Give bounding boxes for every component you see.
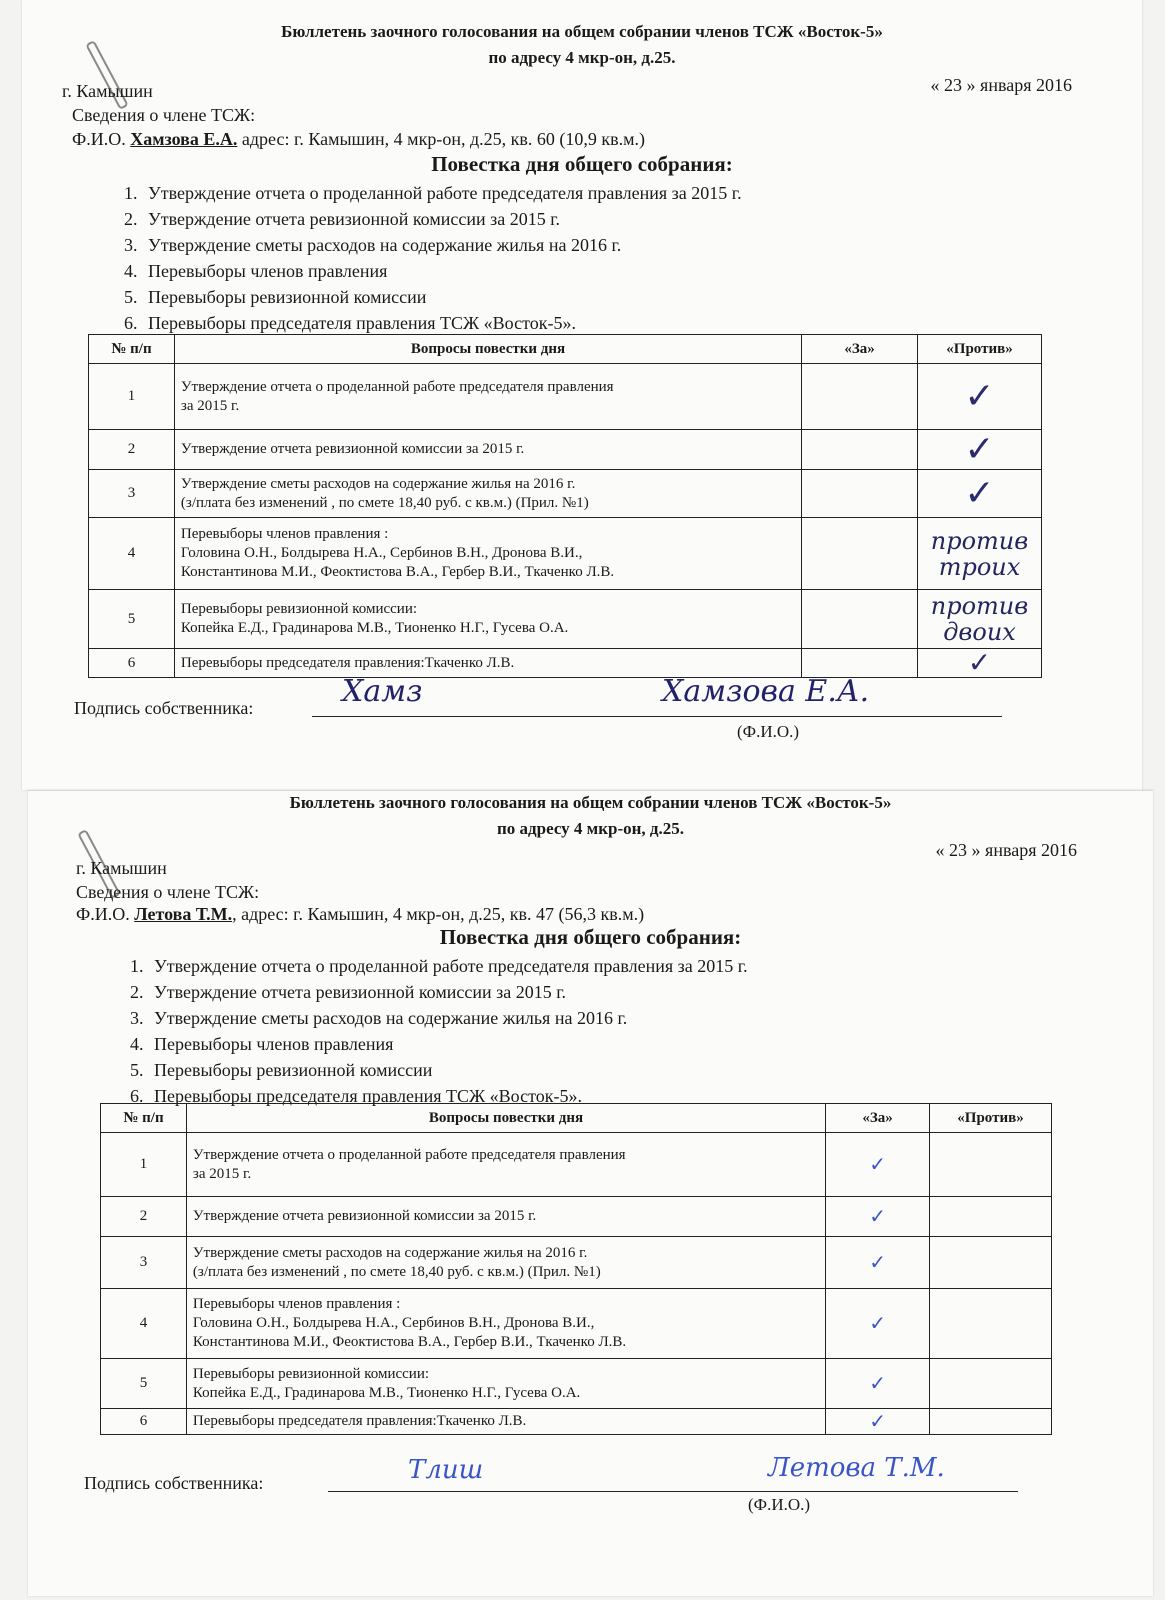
row-question: Утверждение отчета ревизионной комиссии за 2015 г.: [186, 1197, 825, 1237]
vote-against-cell[interactable]: ✓: [918, 470, 1042, 518]
vote-for-cell[interactable]: [802, 518, 918, 590]
vote-for-cell[interactable]: ✓: [826, 1359, 930, 1409]
member-name: Хамзова Е.А.: [130, 129, 238, 149]
row-number: 6: [101, 1409, 187, 1435]
row-number: 5: [101, 1359, 187, 1409]
signature-handwritten: Хамз: [342, 674, 423, 709]
vote-for-cell[interactable]: ✓: [826, 1289, 930, 1359]
col-number: № п/п: [89, 335, 175, 364]
row-question: Перевыборы ревизионной комиссии: Копейка Е.Д., Градинарова М.В., Тионенко Н.Г., Гусева О.А.: [174, 590, 801, 649]
row-question: Перевыборы председателя правления:Ткаченко Л.В.: [186, 1409, 825, 1435]
agenda-item: 4. Перевыборы членов правления: [148, 1031, 748, 1057]
agenda-item: 2. Утверждение отчета ревизионной комиссии за 2015 г.: [142, 206, 742, 232]
vote-table-header: [101, 1104, 1052, 1133]
vote-for-cell[interactable]: [802, 470, 918, 518]
row-question: Утверждение сметы расходов на содержание жилья на 2016 г. (з/плата без изменений , по смете 18,40 руб. с кв.м.) (Прил. №1): [186, 1237, 825, 1289]
table-row: [89, 470, 1042, 518]
col-number: № п/п: [101, 1104, 187, 1133]
vote-against-cell[interactable]: [930, 1409, 1052, 1435]
agenda-item: 3. Утверждение сметы расходов на содержание жилья на 2016 г.: [148, 1005, 748, 1031]
vote-against-cell[interactable]: [930, 1133, 1052, 1197]
row-number: 3: [89, 470, 175, 518]
signature-line[interactable]: [312, 716, 1002, 717]
vote-against-cell[interactable]: [930, 1359, 1052, 1409]
fio-prefix: Ф.И.О.: [76, 904, 130, 924]
agenda-item: 2. Утверждение отчета ревизионной комиссии за 2015 г.: [148, 979, 748, 1005]
vote-for-cell[interactable]: ✓: [826, 1133, 930, 1197]
signature-handwritten: Тлиш: [408, 1455, 484, 1485]
member-fio-line: [76, 903, 644, 925]
signature-label: Подпись собственника:: [74, 698, 254, 718]
row-number: 1: [101, 1133, 187, 1197]
table-row: [89, 649, 1042, 678]
agenda-item: 3. Утверждение сметы расходов на содержание жилья на 2016 г.: [142, 232, 742, 258]
table-row: [101, 1133, 1052, 1197]
ballot-address-title: по адресу 4 мкр-он, д.25.: [496, 819, 685, 838]
row-question: Перевыборы членов правления : Головина О.Н., Болдырева Н.А., Сербинов В.Н., Дронова В.И., Константинова М.И., Феоктистова В.А., Гербер В.И., Ткаченко Л.В.: [186, 1289, 825, 1359]
owner-name-handwritten: Летова Т.М.: [768, 1453, 945, 1483]
vote-against-cell[interactable]: [930, 1197, 1052, 1237]
signature-label: Подпись собственника:: [84, 1473, 264, 1493]
owner-name-handwritten: Хамзова Е.А.: [662, 674, 870, 709]
ballot-address-title: по адресу 4 мкр-он, д.25.: [488, 48, 676, 67]
row-number: 4: [101, 1289, 187, 1359]
vote-against-cell[interactable]: ✓: [918, 649, 1042, 678]
vote-against-handwritten[interactable]: против двоих: [918, 590, 1042, 649]
agenda-item: 1. Утверждение отчета о проделанной работе председателя правления за 2015 г.: [148, 953, 748, 979]
col-against: «Против»: [918, 335, 1042, 364]
vote-table-header: [89, 335, 1042, 364]
city: г. Камышин: [76, 858, 167, 878]
member-fio-line: [72, 128, 645, 150]
vote-table: [88, 334, 1042, 678]
col-for: «За»: [826, 1104, 930, 1133]
table-row: [101, 1289, 1052, 1359]
table-row: [101, 1409, 1052, 1435]
vote-against-cell[interactable]: [930, 1289, 1052, 1359]
vote-for-cell[interactable]: ✓: [826, 1197, 930, 1237]
agenda-title: Повестка дня общего собрания:: [431, 152, 733, 176]
member-info-label: Сведения о члене ТСЖ:: [76, 882, 260, 902]
vote-for-cell[interactable]: [802, 364, 918, 430]
agenda-item: 5. Перевыборы ревизионной комиссии: [148, 1057, 748, 1083]
row-question: Перевыборы ревизионной комиссии: Копейка Е.Д., Градинарова М.В., Тионенко Н.Г., Гусева О.А.: [186, 1359, 825, 1409]
table-row: [89, 364, 1042, 430]
agenda-list: [102, 180, 742, 336]
fio-caption: (Ф.И.О.): [748, 1495, 811, 1514]
date: « 23 » января 2016: [935, 840, 1077, 860]
agenda-item: 6. Перевыборы председателя правления ТСЖ «Восток-5».: [142, 310, 742, 336]
ballot-title: Бюллетень заочного голосования на общем собрании членов ТСЖ «Восток-5»: [289, 793, 892, 812]
row-number: 2: [101, 1197, 187, 1237]
col-question: Вопросы повестки дня: [174, 335, 801, 364]
table-row: [89, 430, 1042, 470]
agenda-list: [108, 953, 748, 1109]
vote-for-cell[interactable]: [802, 430, 918, 470]
fio-prefix: Ф.И.О.: [72, 129, 126, 149]
vote-table: [100, 1103, 1052, 1435]
vote-against-cell[interactable]: ✓: [918, 364, 1042, 430]
ballot-title: Бюллетень заочного голосования на общем собрании членов ТСЖ «Восток-5»: [281, 22, 883, 41]
member-address: , адрес: г. Камышин, 4 мкр-он, д.25, кв. 47 (56,3 кв.м.): [232, 904, 645, 924]
vote-for-cell[interactable]: ✓: [826, 1237, 930, 1289]
row-number: 2: [89, 430, 175, 470]
row-question: Утверждение отчета о проделанной работе председателя правления за 2015 г.: [186, 1133, 825, 1197]
city: г. Камышин: [62, 81, 153, 101]
table-row: [89, 590, 1042, 649]
row-question: Утверждение сметы расходов на содержание жилья на 2016 г. (з/плата без изменений , по смете 18,40 руб. с кв.м.) (Прил. №1): [174, 470, 801, 518]
vote-for-cell[interactable]: ✓: [826, 1409, 930, 1435]
agenda-item: 5. Перевыборы ревизионной комиссии: [142, 284, 742, 310]
vote-against-handwritten[interactable]: против троих: [918, 518, 1042, 590]
signature-line[interactable]: [328, 1491, 1018, 1492]
row-number: 1: [89, 364, 175, 430]
date: « 23 » января 2016: [930, 75, 1072, 95]
row-question: Перевыборы председателя правления:Ткаченко Л.В.: [174, 649, 801, 678]
table-row: [101, 1237, 1052, 1289]
col-for: «За»: [802, 335, 918, 364]
vote-for-cell[interactable]: [802, 590, 918, 649]
member-address: адрес: г. Камышин, 4 мкр-он, д.25, кв. 60 (10,9 кв.м.): [241, 129, 645, 149]
table-row: [101, 1197, 1052, 1237]
table-row: [101, 1359, 1052, 1409]
row-question: Утверждение отчета о проделанной работе председателя правления за 2015 г.: [174, 364, 801, 430]
fio-caption: (Ф.И.О.): [737, 722, 800, 741]
col-question: Вопросы повестки дня: [186, 1104, 825, 1133]
vote-against-cell[interactable]: ✓: [918, 430, 1042, 470]
ballot-sheet-2: [28, 790, 1153, 1596]
ballot-sheet-1: [22, 0, 1142, 790]
agenda-item: 1. Утверждение отчета о проделанной работе председателя правления за 2015 г.: [142, 180, 742, 206]
row-number: 5: [89, 590, 175, 649]
member-info-label: Сведения о члене ТСЖ:: [72, 105, 256, 125]
row-number: 4: [89, 518, 175, 590]
col-against: «Против»: [930, 1104, 1052, 1133]
member-name: Летова Т.М.: [134, 904, 233, 924]
row-question: Перевыборы членов правления : Головина О.Н., Болдырева Н.А., Сербинов В.Н., Дронова В.И., Константинова М.И., Феоктистова В.А., Гербер В.И., Ткаченко Л.В.: [174, 518, 801, 590]
row-question: Утверждение отчета ревизионной комиссии за 2015 г.: [174, 430, 801, 470]
vote-against-cell[interactable]: [930, 1237, 1052, 1289]
table-row: [89, 518, 1042, 590]
agenda-item: 4. Перевыборы членов правления: [142, 258, 742, 284]
row-number: 6: [89, 649, 175, 678]
row-number: 3: [101, 1237, 187, 1289]
agenda-title: Повестка дня общего собрания:: [439, 925, 742, 949]
agenda-item: 6. Перевыборы председателя правления ТСЖ «Восток-5».: [148, 1083, 748, 1109]
